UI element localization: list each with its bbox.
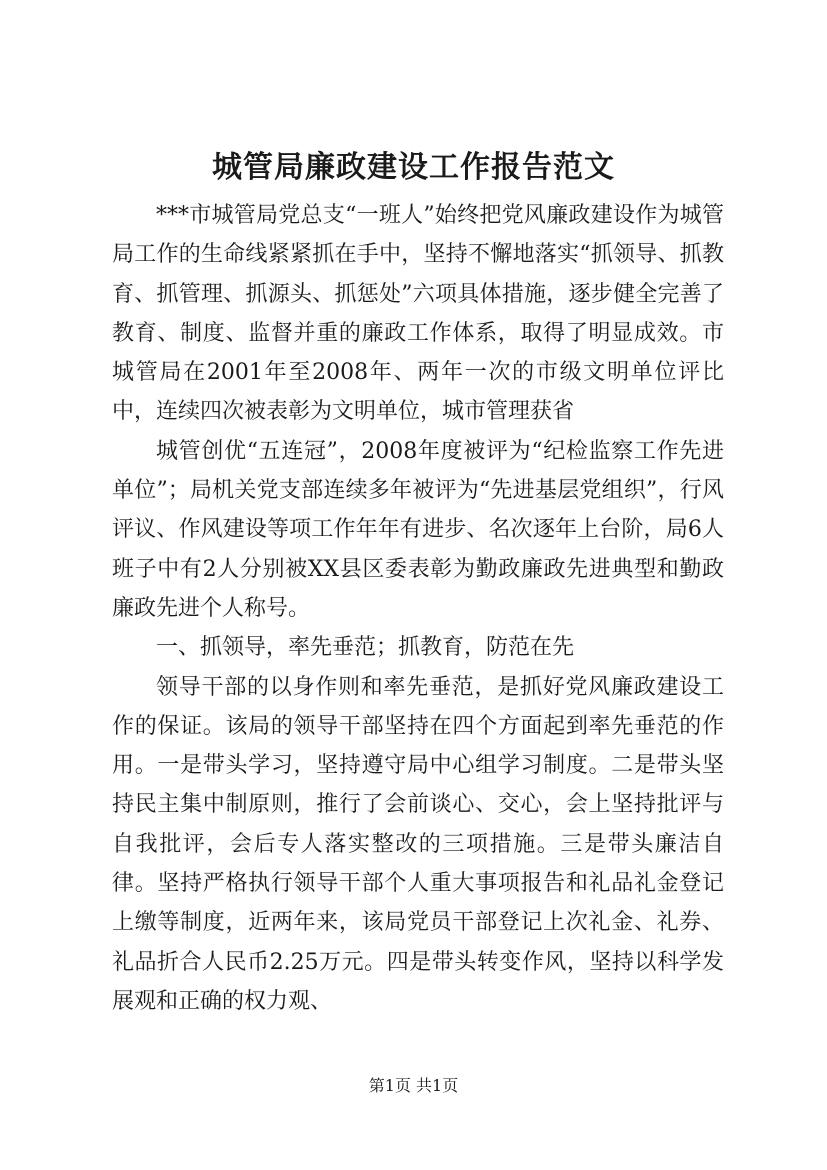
page-footer: 第1页 共1页 (368, 1076, 459, 1095)
document-body (112, 196, 724, 1021)
paragraph-awards: 城管创优“五连冠”，2008年度被评为“纪检监察工作先进单位”；局机关党支部连续多年被评为“先进基层党组织”，行风评议、作风建设等项工作年年有进步、名次逐年上台阶，局6人班子中有2人分别被XX县区委表彰为勤政廉政先进典型和勤政廉政先进个人称号。 (112, 438, 724, 621)
paragraph-leadership: 领导干部的以身作则和率先垂范，是抓好党风廉政建设工作的保证。该局的领导干部坚持在四个方面起到率先垂范的作用。一是带头学习，坚持遵守局中心组学习制度。二是带头坚持民主集中制原则，推行了会前谈心、交心，会上坚持批评与自我批评，会后专人落实整改的三项措施。三是带头廉洁自律。坚持严格执行领导干部个人重大事项报告和礼品礼金登记上缴等制度，近两年来，该局党员干部登记上次礼金、礼券、礼品折合人民币2.25万元。四是带头转变作风，坚持以科学发展观和正确的权力观、 (112, 674, 724, 1014)
document-title: 城管局廉政建设工作报告范文 (212, 150, 615, 185)
paragraph-intro: ***市城管局党总支“一班人”始终把党风廉政建设作为城管局工作的生命线紧紧抓在手中，坚持不懈地落实“抓领导、抓教育、抓管理、抓源头、抓惩处”六项具体措施，逐步健全完善了教育、制度、监督并重的廉政工作体系，取得了明显成效。市城管局在2001年至2008年、两年一次的市级文明单位评比中，连续四次被表彰为文明单位，城市管理获省 (112, 203, 724, 425)
section-heading-1: 一、抓领导，率先垂范；抓教育，防范在先 (156, 635, 575, 661)
